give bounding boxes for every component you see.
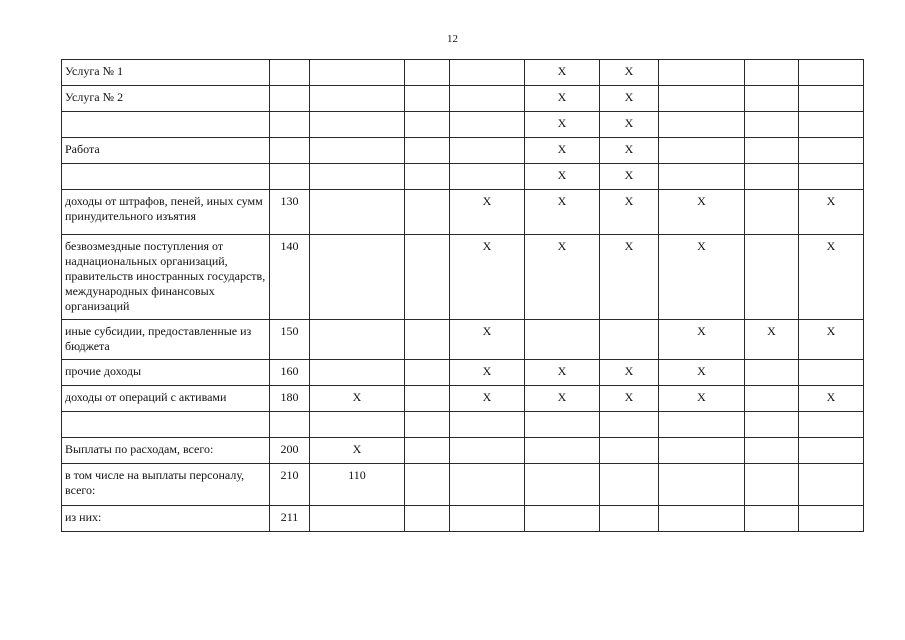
value-cell	[310, 190, 405, 235]
value-cell	[745, 164, 799, 190]
value-cell	[450, 60, 525, 86]
value-cell	[405, 320, 450, 360]
value-cell: X	[600, 86, 659, 112]
value-cell: X	[600, 60, 659, 86]
table-row	[62, 438, 864, 464]
value-cell	[799, 164, 864, 190]
table-row	[62, 360, 864, 386]
row-code-cell	[270, 138, 310, 164]
value-cell	[310, 164, 405, 190]
value-cell: X	[600, 164, 659, 190]
value-cell: X	[659, 235, 745, 320]
value-cell	[799, 112, 864, 138]
value-cell	[310, 320, 405, 360]
row-code-cell: 150	[270, 320, 310, 360]
value-cell	[310, 138, 405, 164]
value-cell	[799, 60, 864, 86]
value-cell	[659, 438, 745, 464]
value-cell: X	[310, 386, 405, 412]
value-cell	[600, 412, 659, 438]
table-row	[62, 190, 864, 235]
row-name-cell: Работа	[62, 138, 270, 164]
value-cell: X	[450, 235, 525, 320]
row-code-cell: 130	[270, 190, 310, 235]
table-row	[62, 60, 864, 86]
value-cell	[525, 438, 600, 464]
table-row	[62, 320, 864, 360]
value-cell: X	[525, 360, 600, 386]
value-cell	[405, 412, 450, 438]
value-cell	[799, 412, 864, 438]
row-name-cell: доходы от операций с активами	[62, 386, 270, 412]
value-cell: X	[600, 112, 659, 138]
value-cell	[745, 190, 799, 235]
value-cell: X	[450, 320, 525, 360]
value-cell	[310, 235, 405, 320]
value-cell	[745, 138, 799, 164]
value-cell: X	[310, 438, 405, 464]
row-name-cell: Услуга № 2	[62, 86, 270, 112]
value-cell: X	[450, 190, 525, 235]
value-cell	[600, 320, 659, 360]
value-cell	[405, 190, 450, 235]
value-cell	[525, 320, 600, 360]
value-cell: X	[745, 320, 799, 360]
value-cell	[405, 60, 450, 86]
page-number: 12	[447, 33, 458, 45]
value-cell: X	[659, 190, 745, 235]
value-cell: X	[600, 138, 659, 164]
value-cell	[799, 438, 864, 464]
row-name-cell: доходы от штрафов, пеней, иных сумм принудительного изъятия	[62, 190, 270, 235]
row-name-cell: Выплаты по расходам, всего:	[62, 438, 270, 464]
value-cell: X	[525, 138, 600, 164]
value-cell	[450, 138, 525, 164]
value-cell	[525, 412, 600, 438]
value-cell	[659, 464, 745, 506]
value-cell	[659, 506, 745, 532]
value-cell	[310, 412, 405, 438]
value-cell	[450, 506, 525, 532]
row-code-cell: 200	[270, 438, 310, 464]
table-row	[62, 235, 864, 320]
value-cell: X	[450, 386, 525, 412]
value-cell: X	[799, 235, 864, 320]
value-cell: X	[525, 164, 600, 190]
value-cell	[450, 86, 525, 112]
value-cell: X	[525, 60, 600, 86]
value-cell	[310, 360, 405, 386]
value-cell	[450, 164, 525, 190]
value-cell	[525, 464, 600, 506]
table-body	[62, 60, 864, 532]
value-cell	[310, 112, 405, 138]
row-name-cell	[62, 412, 270, 438]
row-code-cell: 160	[270, 360, 310, 386]
value-cell	[600, 464, 659, 506]
table-row	[62, 164, 864, 190]
value-cell: X	[525, 112, 600, 138]
value-cell: X	[525, 235, 600, 320]
row-name-cell: из них:	[62, 506, 270, 532]
value-cell	[659, 60, 745, 86]
table-row	[62, 138, 864, 164]
value-cell	[799, 464, 864, 506]
row-code-cell	[270, 112, 310, 138]
value-cell: X	[799, 190, 864, 235]
value-cell	[799, 86, 864, 112]
value-cell	[405, 112, 450, 138]
table-row	[62, 506, 864, 532]
value-cell: 110	[310, 464, 405, 506]
row-code-cell: 140	[270, 235, 310, 320]
value-cell	[799, 138, 864, 164]
value-cell: X	[659, 386, 745, 412]
value-cell	[525, 506, 600, 532]
value-cell: X	[600, 360, 659, 386]
value-cell	[405, 86, 450, 112]
row-code-cell	[270, 412, 310, 438]
value-cell	[600, 506, 659, 532]
row-name-cell	[62, 164, 270, 190]
value-cell: X	[600, 190, 659, 235]
row-code-cell	[270, 60, 310, 86]
row-code-cell	[270, 86, 310, 112]
table-row	[62, 112, 864, 138]
value-cell	[405, 464, 450, 506]
value-cell	[745, 438, 799, 464]
value-cell	[450, 412, 525, 438]
value-cell	[310, 506, 405, 532]
row-name-cell: безвозмездные поступления от наднациональных организаций, правительств иностранных государств, международных финансовых организаций	[62, 235, 270, 320]
value-cell	[450, 438, 525, 464]
value-cell	[405, 506, 450, 532]
value-cell: X	[799, 320, 864, 360]
value-cell	[745, 506, 799, 532]
value-cell	[745, 86, 799, 112]
value-cell: X	[659, 360, 745, 386]
value-cell: X	[600, 235, 659, 320]
row-code-cell: 180	[270, 386, 310, 412]
value-cell	[745, 112, 799, 138]
row-code-cell: 211	[270, 506, 310, 532]
value-cell	[659, 112, 745, 138]
value-cell	[405, 164, 450, 190]
table-row	[62, 412, 864, 438]
table-row	[62, 464, 864, 506]
value-cell	[745, 386, 799, 412]
value-cell: X	[799, 386, 864, 412]
value-cell: X	[525, 190, 600, 235]
value-cell	[659, 412, 745, 438]
value-cell	[745, 360, 799, 386]
value-cell	[745, 464, 799, 506]
plan-table	[61, 59, 864, 532]
value-cell	[799, 360, 864, 386]
value-cell	[310, 60, 405, 86]
value-cell	[405, 386, 450, 412]
value-cell	[405, 438, 450, 464]
value-cell	[745, 60, 799, 86]
value-cell	[659, 138, 745, 164]
value-cell	[745, 235, 799, 320]
value-cell	[310, 86, 405, 112]
value-cell	[450, 464, 525, 506]
value-cell	[450, 112, 525, 138]
value-cell	[600, 438, 659, 464]
value-cell	[799, 506, 864, 532]
value-cell: X	[659, 320, 745, 360]
value-cell: X	[450, 360, 525, 386]
row-code-cell: 210	[270, 464, 310, 506]
table-row	[62, 386, 864, 412]
value-cell: X	[600, 386, 659, 412]
value-cell	[405, 360, 450, 386]
row-name-cell: Услуга № 1	[62, 60, 270, 86]
row-code-cell	[270, 164, 310, 190]
table-row	[62, 86, 864, 112]
value-cell	[659, 164, 745, 190]
row-name-cell: в том числе на выплаты персоналу, всего:	[62, 464, 270, 506]
row-name-cell: прочие доходы	[62, 360, 270, 386]
value-cell	[405, 138, 450, 164]
row-name-cell	[62, 112, 270, 138]
value-cell: X	[525, 386, 600, 412]
row-name-cell: иные субсидии, предоставленные из бюджета	[62, 320, 270, 360]
value-cell	[405, 235, 450, 320]
value-cell	[659, 86, 745, 112]
value-cell	[745, 412, 799, 438]
value-cell: X	[525, 86, 600, 112]
